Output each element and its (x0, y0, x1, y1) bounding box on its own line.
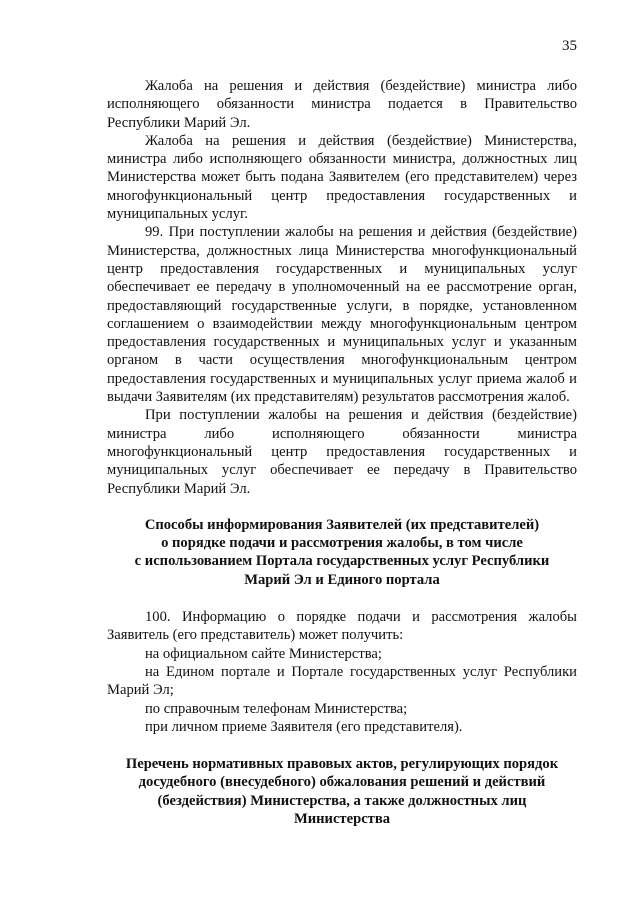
page-number: 35 (562, 38, 577, 54)
paragraph-99 (107, 223, 577, 406)
list-item: на официальном сайте Министерства; (145, 645, 382, 662)
paragraph-100-number: 100. (145, 609, 171, 626)
heading-line: Марий Эл и Единого портала (244, 571, 440, 588)
spacer (107, 736, 577, 755)
paragraph-100-intro: Информацию о порядке подачи и рассмотрения жалобы Заявитель (его представитель) может получить: (107, 609, 577, 644)
paragraph-99-text: При поступлении жалобы на решения и действия (бездействие) Министерства, должностных лица Министерства многофункциональный центр предоставления государственных и муниципальных услуг обеспечивает ее передачу в уполномоченный на ее рассмотрение орган, предоставляющий государственные услуги, в порядке, установленном соглашением о взаимодействии между многофункциональным центром предоставления государственных и муниципальных услуг и указанным органом в части осуществления многофункциональным центром предоставления государственных и муниципальных услуг приема жалоб и выдачи Заявителям (их представителям) результатов рассмотрения жалоб. (107, 224, 577, 406)
paragraph-complaint-minister-mfc: При поступлении жалобы на решения и действия (бездействие) министра либо исполняющего обязанности министра многофункциональный центр предоставления государственных и муниципальных услуг обеспечивает ее передачу в Правительство Республики Марий Эл. (107, 407, 577, 497)
list-item: при личном приеме Заявителя (его представителя). (145, 718, 463, 735)
heading-line: с использованием Портала государственных услуг Республики (134, 553, 550, 570)
paragraph-complaint-minister: Жалоба на решения и действия (бездействие) министра либо исполняющего обязанности министра подается в Правительство Республики Марий Эл. (107, 78, 577, 131)
heading-line: (бездействия) Министерства, а также должностных лиц (157, 792, 527, 809)
heading-line: Перечень нормативных правовых актов, регулирующих порядок (125, 756, 559, 773)
paragraph-99-number: 99. (145, 224, 164, 241)
paragraph-100 (107, 608, 577, 645)
heading-line: о порядке подачи и рассмотрения жалобы, в том числе (161, 535, 523, 552)
heading-line: Способы информирования Заявителей (их представителей) (144, 516, 540, 533)
section-heading-legal-acts (107, 755, 577, 828)
spacer (107, 589, 577, 608)
spacer (107, 498, 577, 516)
heading-line: досудебного (внесудебного) обжалования решений и действий (138, 774, 546, 791)
heading-line: Министерства (293, 810, 391, 827)
list-item: на Едином портале и Портале государственных услуг Республики Марий Эл; (107, 663, 577, 699)
document-body (107, 77, 577, 828)
paragraph-complaint-mfc: Жалоба на решения и действия (бездействие) Министерства, министра либо исполняющего обязанности министра, должностных лиц Министерства может быть подана Заявителем (его представителем) через многофункциональный центр предоставления государственных и муниципальных услуг. (107, 132, 577, 223)
list-item: по справочным телефонам Министерства; (145, 700, 408, 717)
section-heading-informing (107, 516, 577, 589)
